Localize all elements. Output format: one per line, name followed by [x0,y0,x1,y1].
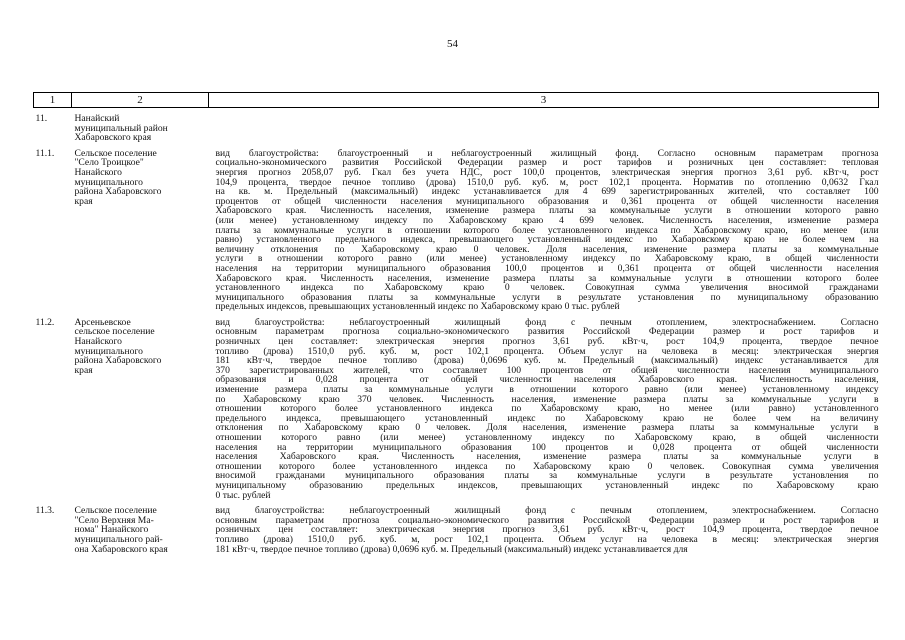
settlement-name-line: нома" Нанайского [74,524,149,536]
description-line: отношении которого более установленного индекса по Хабаровскому краю 0 человек. Совокупная сумма увеличения [215,460,879,472]
settlement-name-line: "Село Верхняя Ма- [74,514,154,526]
description-line: изменение размера платы за коммунальные услуги в отношении которого равно (или менее) установленному индексу [215,384,879,396]
description-line: вид благоустройства: благоустроенный и неблагоустроенный жилищный фонд. Согласно основным параметрам прогноза [215,147,879,159]
description-line: топливо (дрова) 1510,0 руб. куб. м, рост 102,1 процента. Объем услуг на человека в месяц: электрическая энергия [215,533,879,545]
description-line: розничных цен составляет: электрическая энергия прогноз 3,61 руб. кВт·ч, рост 104,9 процента, твердое печное [215,524,879,536]
description-line: отношении которого более установленного индекса по Хабаровскому краю, но менее (или равно) установленного [215,403,879,415]
description-line: образования и 0,028 процента от общей численности населения Хабаровского края. Численность населения, [215,374,879,386]
page-number: 54 [447,38,458,50]
description-line: 104,9 процента, твердое печное топливо (дрова) 1510,0 руб. куб. м, рост 102,1 процента. Норматив по отоплению 0,0632 Гкал [215,176,879,188]
settlement-name-line: Нанайского [74,336,122,348]
table-row [34,312,879,500]
settlement-name-line: "Село Троицкое" [74,157,144,169]
row-number: 11.3. [35,505,55,517]
description-line: розничных цен составляет: электрическая энергия прогноз 3,61 руб. кВт·ч, рост 104,9 процента, твердое печное [215,336,879,348]
settlement-name-line: муниципального [74,345,143,357]
description-line: основным параметрам прогноза социально-экономического развития Российской Федерации размер и рост тарифов и [215,326,879,338]
description-line: на кв. м. Предельный (максимальный) индекс устанавливается для 4 699 зарегистрированных жителей, что составляет 100 [215,186,879,198]
description-line: социально-экономического развития Российской Федерации размер и рост тарифов и розничных цен составляет: тепловая [215,157,879,169]
description-line: по Хабаровскому краю 370 человек. Численность населения, изменение размера платы за коммунальные услуги в [215,393,879,405]
description-line: населения на территории муниципального образования 100 процентов и 0,028 процента от общей численности [215,441,879,453]
settlement-name-line: Нанайского [74,166,122,178]
settlement-name-line: муниципального рай- [74,533,163,545]
description-line: вид благоустройства: неблагоустроенный жилищный фонд с печным отоплением, электроснабжением. Согласно [215,316,879,328]
description-line: платы за коммунальные услуги в отношении которого более установленного индекса по Хабаровскому краю, но менее (или [215,224,879,236]
settlement-name-line: муниципальный район [74,122,168,134]
settlement-name [72,108,209,143]
settlement-name-line: Сельское поселение [74,505,157,517]
settlement-name-line: она Хабаровского края [74,543,168,555]
settlement-name-line: района Хабаровского [74,355,162,367]
description-line: основным параметрам прогноза социально-экономического развития Российской Федерации размер и рост тарифов и [215,514,879,526]
description-line: процентов от общей численности населения муниципального образования и 0,361 процента от общей численности населения [215,195,879,207]
tariff-index-table [33,92,879,554]
table-row [34,143,879,312]
description-line: муниципальному образованию предельных индексов, превышающих установленный индекс по Хабаровскому краю [215,479,879,491]
description-line: энергия прогноз 2058,07 руб. Гкал без учета НДС, рост 100,0 процентов, электрическая энергия прогноз 3,61 руб. кВт·ч, рост [215,166,879,178]
table-body [34,108,879,555]
column-header-1: 1 [34,93,72,108]
settlement-name-line: Хабаровского края [74,132,152,144]
row-number: 11.2. [35,316,55,328]
description-line: установленного индекса по Хабаровскому краю 0 человек. Совокупная сумма увеличения вносимой гражданами [215,282,879,294]
description-line: 181 кВт·ч, твердое печное топливо (дрова) 0,0696 куб. м. Предельный (максимальный) индекс устанавливается для [215,543,688,555]
settlement-name-line: края [74,364,93,376]
settlement-name-line: сельское поселение [74,326,155,338]
description-line: равно) установленного предельного индекса, превышающего установленный индекс по Хабаровскому краю не более чем на [215,234,879,246]
column-header-3: 3 [209,93,879,108]
description-line: предельного индекса, превышающего установленный индекс по Хабаровскому краю не более чем на величину [215,412,879,424]
description-line: топливо (дрова) 1510,0 руб. куб. м, рост 102,1 процента. Объем услуг на человека в месяц: электрическая энергия [215,345,879,357]
settlement-name-line: Арсеньевское [74,316,131,328]
settlement-name-line: Сельское поселение [74,147,157,159]
description-line: 181 кВт·ч, твердое печное топливо (дрова) 0,0696 куб. м. Предельный (максимальный) индекс устанавливается для [215,355,879,367]
description-line: величину отклонения по Хабаровскому краю 0 человек. Доля населения, изменение размера платы за коммунальные [215,243,879,255]
settlement-name-line: муниципального [74,176,143,188]
description-line: населения Хабаровского края. Численность населения, изменение размера платы за коммунальные услуги в [215,451,879,463]
settlement-description [209,108,879,143]
description-line: Хабаровского края. Численность населения, изменение размера платы за коммунальные услуги в отношении которого равно [215,205,879,217]
settlement-name-line: края [74,195,93,207]
settlement-name [72,312,209,500]
table-header [34,93,879,108]
row-number: 11. [35,113,48,124]
description-line: населения на территории муниципального образования 100,0 процентов и 0,361 процента от общей численности населения [215,262,879,274]
table-row [34,500,879,554]
description-line: 0 тыс. рублей [215,489,271,501]
description-line: Хабаровского края. Численность населения, изменение размера платы за коммунальные услуги в отношении которого более [215,272,879,284]
description-line: услуги в отношении которого равно (или менее) установленному индексу по Хабаровскому краю, в общей численности [215,253,879,265]
description-line: (или менее) установленному индексу по Хабаровскому краю 4 699 человек. Численность населения, изменение размера [215,214,879,226]
description-line: муниципального образования платы за коммунальные услуги в результате установления по муниципальному образованию [215,291,879,303]
settlement-name [72,500,209,554]
row-number: 11.1. [35,147,55,159]
description-line: 370 зарегистрированных жителей, что составляет 100 процентов от общей численности населения муниципального [215,364,879,376]
settlement-name-line: Нанайский [74,113,120,124]
description-line: отклонения по Хабаровскому краю 0 человек. Доля населения, изменение размера платы за коммунальные услуги в [215,422,879,434]
table-row [34,108,879,143]
settlement-description [209,500,879,554]
description-line: отношении которого равно (или менее) установленному индексу по Хабаровскому краю, в общей численности [215,432,879,443]
settlement-name-line: района Хабаровского [74,186,162,198]
column-header-2: 2 [72,93,209,108]
settlement-name [72,143,209,312]
description-line: вносимой гражданами муниципального образования платы за коммунальные услуги в результате установления по [215,470,879,482]
description-line: вид благоустройства: неблагоустроенный жилищный фонд с печным отоплением, электроснабжением. Согласно [215,505,879,517]
description-line: предельных индексов, превышающих установленный индекс по Хабаровскому краю 0 тыс. рублей [215,301,620,313]
settlement-description [209,143,879,312]
settlement-description [209,312,879,500]
